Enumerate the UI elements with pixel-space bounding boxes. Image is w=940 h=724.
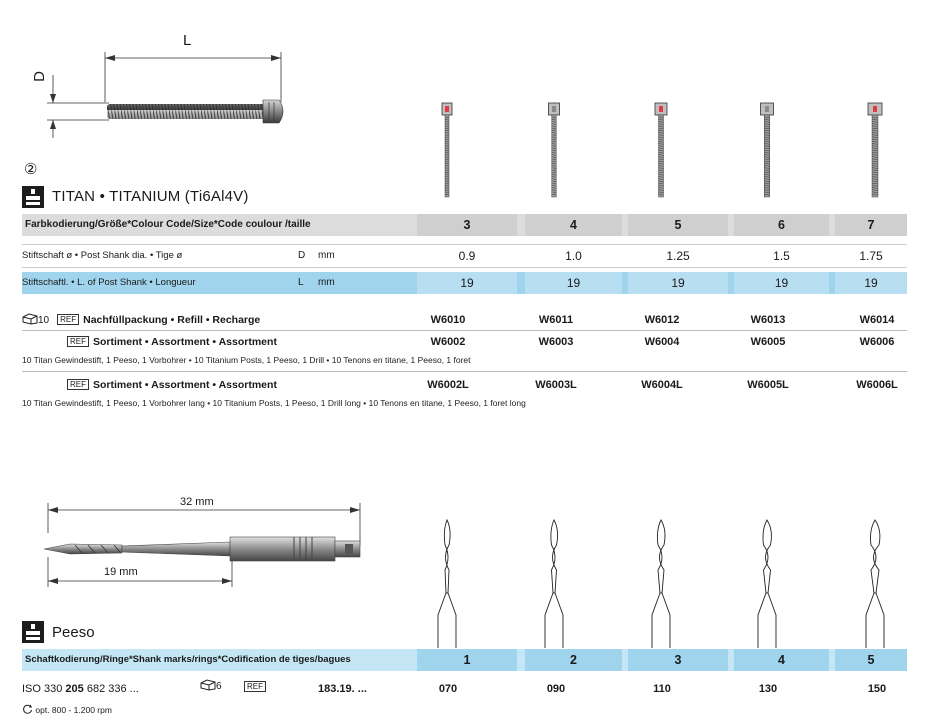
ref-icon: REF	[244, 681, 266, 692]
refill-code-5: W6012	[644, 314, 680, 326]
shank-diameter-label: Stiftschaft ø • Post Shank dia. • Tige ø	[22, 250, 183, 261]
post-shaft	[552, 115, 557, 197]
shank-length-label: Stiftschaftl. • L. of Post Shank • Longueur	[22, 277, 196, 288]
shank-marks-label: Schaftkodierung/Ringe*Shank marks/rings*Codification de tiges/bagues	[25, 649, 405, 671]
peeso-article: 183.19. ...	[318, 683, 367, 695]
post-shaft	[764, 115, 770, 197]
shank-diameter-unit: mm	[318, 250, 335, 261]
ref-icon: REF	[57, 314, 79, 325]
peeso-code-2: 090	[546, 683, 566, 695]
refill-code-6: W6013	[750, 314, 786, 326]
assortment-code-6: W6005	[750, 336, 786, 348]
divider	[22, 371, 907, 372]
length-value-4: 19	[525, 272, 622, 294]
size-header-7: 7	[835, 214, 907, 236]
refill-qty: 10	[38, 315, 50, 326]
peeso-shank	[545, 593, 563, 648]
peeso-code-5: 150	[867, 683, 887, 695]
peeso-ref	[244, 681, 270, 693]
diameter-value-4: 1.0	[565, 249, 582, 263]
dimension-total-label: 32 mm	[180, 496, 214, 508]
diameter-value-7: 1.75	[859, 249, 883, 263]
length-value-6: 19	[734, 272, 829, 294]
assortment-label: Sortiment • Assortment • Assortment	[93, 336, 277, 348]
refill-code-3: W6010	[430, 314, 466, 326]
peeso-diagram	[30, 495, 380, 590]
divider	[22, 330, 907, 331]
post-shaft	[872, 115, 878, 197]
post-color-mark	[873, 106, 877, 112]
peeso-qty: 6	[216, 681, 222, 692]
diameter-value-5: 1.25	[666, 249, 690, 263]
section-title-peeso: Peeso	[52, 624, 95, 641]
size-header-6: 6	[734, 214, 829, 236]
ref-icon: REF	[67, 379, 89, 390]
package-icon	[200, 679, 216, 691]
size-header-label: Farbkodierung/Größe*Colour Code/Size*Code coulour /taille	[25, 214, 405, 236]
section-title-titan: TITAN • TITANIUM (Ti6Al4V)	[52, 188, 249, 205]
assortment-long-code-7: W6006L	[856, 379, 898, 391]
assortment-long-code-3: W6002L	[427, 379, 469, 391]
length-value-5: 19	[628, 272, 728, 294]
post-color-mark	[552, 106, 556, 112]
shank-diameter-row	[22, 244, 907, 268]
peeso-shank	[866, 593, 884, 648]
iso-suffix: 682 336 ...	[83, 683, 139, 695]
peeso-code-4: 130	[758, 683, 778, 695]
posts-illustration	[390, 95, 910, 205]
peeso-cutting-tip	[551, 520, 558, 593]
peeso-package	[200, 679, 222, 692]
peeso-cutting-tip	[763, 520, 771, 593]
peeso-shank	[652, 593, 670, 648]
size-header-5: 5	[628, 214, 728, 236]
peeso-cutting-tip	[871, 520, 880, 593]
dimension-d-label: D	[30, 71, 48, 82]
peeso-cutting-tip	[444, 520, 450, 593]
length-value-3: 19	[417, 272, 517, 294]
peeso-size-5: 5	[835, 649, 907, 671]
ref-icon: REF	[67, 336, 89, 347]
iso-prefix: ISO 330	[22, 683, 66, 695]
package-icon	[22, 313, 38, 325]
assortment-code-5: W6004	[644, 336, 680, 348]
post-color-mark	[765, 106, 769, 112]
shank-diameter-symbol: D	[298, 250, 306, 261]
dimension-l-label: L	[183, 32, 192, 49]
size-header-3: 3	[417, 214, 517, 236]
shank-marks-header-row	[22, 649, 907, 671]
shank-length-symbol: L	[298, 277, 304, 288]
length-value-7: 19	[835, 272, 907, 294]
peeso-shank	[758, 593, 776, 648]
product-icon	[22, 621, 44, 643]
assortment-code-4: W6003	[538, 336, 574, 348]
product-icon	[22, 186, 44, 208]
assortment-long-row	[67, 377, 387, 393]
circle-number: ②	[24, 161, 38, 178]
peeso-size-1: 1	[417, 649, 517, 671]
peeso-size-2: 2	[525, 649, 622, 671]
diameter-value-6: 1.5	[773, 249, 790, 263]
post-color-mark	[659, 106, 663, 112]
shank-length-row	[22, 272, 907, 294]
assortment-note: 10 Titan Gewindestift, 1 Peeso, 1 Vorbohrer • 10 Titanium Posts, 1 Peeso, 1 Drill • 10 Tenons en titane, 1 Peeso, 1 foret	[22, 355, 471, 365]
assortment-row	[67, 334, 387, 350]
refill-label: Nachfüllpackung • Refill • Recharge	[83, 314, 261, 326]
assortment-long-label: Sortiment • Assortment • Assortment	[93, 379, 277, 391]
peeso-code-1: 070	[438, 683, 458, 695]
post-shaft	[445, 115, 449, 197]
assortment-long-code-5: W6004L	[641, 379, 683, 391]
post-shaft	[659, 115, 664, 197]
assortment-long-note: 10 Titan Gewindestift, 1 Peeso, 1 Vorbohrer lang • 10 Titanium Posts, 1 Peeso, 1 Drill long • 10 Tenons en titane, 1 Peeso, 1 foret long	[22, 398, 526, 408]
peeso-instruments-illustration	[390, 515, 910, 650]
refill-code-7: W6014	[859, 314, 895, 326]
post-color-mark	[445, 106, 449, 112]
peeso-shank	[438, 593, 456, 648]
shank-length-unit: mm	[318, 277, 335, 288]
rpm-text: opt. 800 - 1.200 rpm	[35, 705, 112, 715]
peeso-cutting-tip	[657, 520, 665, 593]
rpm-note	[22, 704, 112, 715]
refill-code-4: W6011	[538, 314, 574, 326]
assortment-code-3: W6002	[430, 336, 466, 348]
peeso-size-3: 3	[628, 649, 728, 671]
assortment-long-code-4: W6003L	[535, 379, 577, 391]
rotation-icon	[22, 704, 33, 715]
size-header-row	[22, 214, 907, 236]
dimension-work-label: 19 mm	[104, 566, 138, 578]
diameter-value-3: 0.9	[458, 249, 476, 263]
peeso-code-3: 110	[653, 683, 671, 695]
iso-bold: 205	[65, 683, 84, 695]
peeso-size-4: 4	[734, 649, 829, 671]
assortment-long-code-6: W6005L	[747, 379, 789, 391]
size-header-4: 4	[525, 214, 622, 236]
refill-row	[22, 312, 382, 328]
assortment-code-7: W6006	[859, 336, 895, 348]
post-diagram	[25, 30, 295, 160]
